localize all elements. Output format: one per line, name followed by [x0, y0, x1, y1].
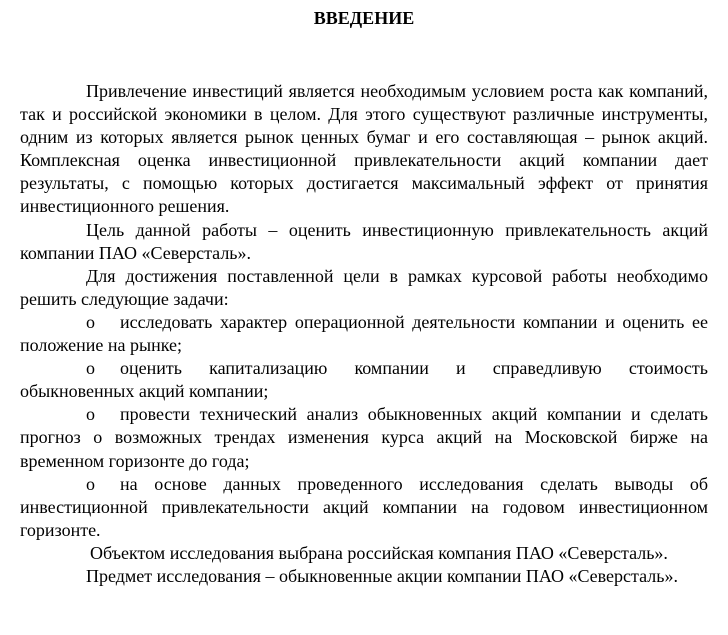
- bullet-marker: o: [86, 311, 95, 332]
- bullet-marker: o: [86, 358, 95, 379]
- task-item: [20, 311, 708, 357]
- task-text: оценить капитализацию компании и справедливую стоимость обыкновенных акций компании;: [20, 358, 708, 402]
- bullet-marker: o: [86, 473, 95, 494]
- object-paragraph: Объектом исследования выбрана российская компания ПАО «Северсталь».: [90, 542, 668, 563]
- task-text: на основе данных проведенного исследования сделать выводы об инвестиционной привлекательности акций компании на годовом инвестиционном горизонте.: [20, 473, 708, 540]
- subject-paragraph: Предмет исследования – обыкновенные акции компании ПАО «Северсталь».: [86, 565, 678, 586]
- task-item: [20, 473, 708, 542]
- task-text: исследовать характер операционной деятельности компании и оценить ее положение на рынке;: [20, 311, 708, 356]
- goal-paragraph: Цель данной работы – оценить инвестиционную привлекательность акций компании ПАО «Северсталь».: [20, 219, 708, 263]
- document-page: [20, 0, 708, 588]
- intro-paragraph: Привлечение инвестиций является необходимым условием роста как компаний, так и российской экономики в целом. Для этого существуют различные инструменты, одним из которых является рынок ценных бумаг и его составляющая – рынок акций. Комплексная оценка инвестиционной привлекательности акций компании дает результаты, с помощью которых достигается максимальный эффект от принятия инвестиционного решения.: [20, 81, 708, 217]
- section-heading: ВВЕДЕНИЕ: [313, 8, 415, 28]
- tasks-intro-paragraph: Для достижения поставленной цели в рамках курсовой работы необходимо решить следующие задачи:: [20, 265, 708, 309]
- bullet-marker: o: [86, 404, 95, 425]
- document-body: [20, 80, 708, 588]
- task-item: [20, 357, 708, 403]
- task-item: [20, 403, 708, 472]
- task-text: провести технический анализ обыкновенных акций компании и сделать прогноз о возможных трендах изменения курса акций на Московской бирже на временном горизонте до года;: [20, 404, 708, 471]
